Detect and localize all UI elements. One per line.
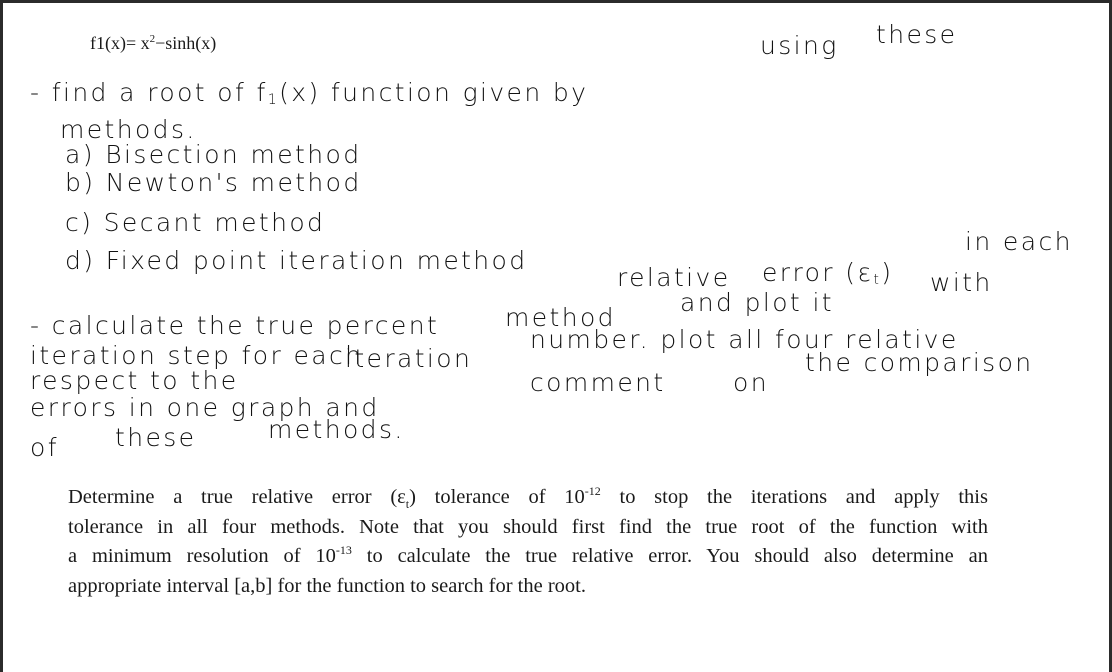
hand-p2-n: comment	[530, 368, 666, 397]
hand-p2-g: iteration step for each	[30, 341, 364, 370]
printed-superscript: -12	[584, 484, 601, 499]
printed-text: a minimum resolution of 10	[68, 545, 336, 567]
hand-text: - find a root of f	[30, 78, 268, 107]
printed-text: to stop the iterations and apply this	[600, 486, 988, 508]
hand-item-a: a) Bisection method	[65, 140, 362, 169]
printed-text: to calculate the true relative error. You should also determine an	[351, 545, 988, 567]
hand-line-1	[30, 78, 589, 108]
printed-paragraph	[68, 483, 988, 601]
printed-superscript: -13	[335, 543, 352, 558]
hand-item-b: b) Newton's method	[65, 168, 362, 197]
hand-p2-e: in each	[965, 227, 1073, 256]
hand-text: )	[881, 258, 894, 287]
hand-p2-o: on	[733, 368, 769, 397]
function-lhs: f1(x)= x	[90, 33, 150, 53]
hand-p2-f: with	[930, 268, 993, 297]
hand-p2-c	[762, 258, 894, 288]
hand-p2-b: relative	[617, 263, 731, 292]
hand-these: these	[876, 20, 958, 49]
hand-p2-q: of	[30, 433, 59, 462]
hand-p2-i: and plot it	[680, 288, 834, 317]
top-border	[0, 0, 1112, 3]
printed-subscript: t	[405, 497, 410, 512]
hand-p2-m: errors in one graph and	[30, 393, 380, 422]
hand-p2-s: methods.	[268, 415, 405, 444]
hand-item-d: d) Fixed point iteration method	[65, 246, 528, 275]
hand-p2-r: these	[115, 423, 197, 452]
hand-p2-a: - calculate the true percent	[30, 311, 440, 340]
hand-p2-h: method	[505, 303, 616, 332]
function-definition	[90, 33, 216, 54]
printed-text: Determine a true relative error (ε	[68, 486, 406, 508]
printed-line-1	[68, 483, 988, 513]
hand-text: (x) function given by	[279, 78, 589, 107]
hand-p2-p: the comparison	[805, 348, 1034, 377]
hand-subscript: 1	[267, 92, 280, 108]
function-rhs: −sinh(x)	[155, 33, 217, 53]
function-power: 2	[149, 33, 156, 45]
hand-using: using	[760, 31, 839, 60]
hand-p2-j: respect to the	[30, 366, 239, 395]
printed-line-2: tolerance in all four methods. Note that you should first find the true root of the function with	[68, 515, 988, 538]
hand-line-2: methods.	[60, 115, 197, 144]
hand-subscript: t	[873, 272, 882, 288]
hand-p2-k: iteration	[345, 344, 473, 373]
printed-text: ) tolerance of 10	[409, 486, 585, 508]
printed-line-4: appropriate interval [a,b] for the function to search for the root.	[68, 574, 586, 597]
printed-line-3	[68, 542, 988, 572]
hand-text: error (ε	[762, 258, 874, 287]
left-border	[0, 0, 3, 672]
hand-item-c: c) Secant method	[65, 208, 326, 237]
hand-p2-l: number. plot all four relative	[530, 325, 959, 354]
